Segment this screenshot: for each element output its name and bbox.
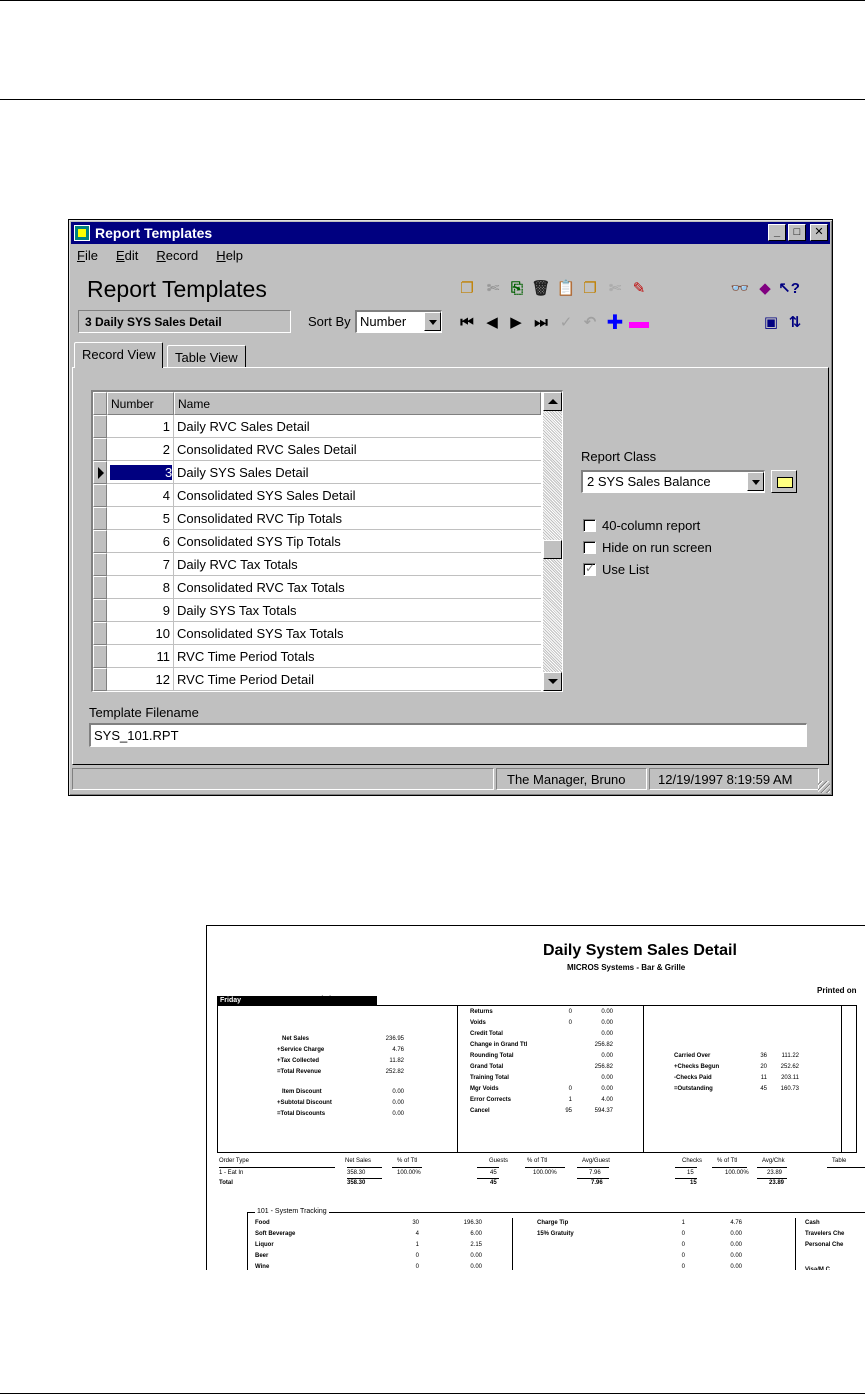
order-type-total: 7.96 [591, 1180, 603, 1186]
summary-label: +Service Charge [277, 1047, 325, 1053]
order-type-total: Total [219, 1180, 233, 1186]
row-number-text: 2 [162, 442, 170, 457]
summary-value: 236.95 [385, 1036, 404, 1042]
summary-value: 0.00 [601, 1020, 613, 1026]
summary-label: Net Sales [282, 1036, 310, 1042]
summary-value: 0.00 [601, 1086, 613, 1092]
row-number-text: 5 [162, 511, 170, 526]
table-row[interactable] [93, 553, 541, 576]
check-value: 203.11 [781, 1075, 799, 1081]
maximize-button[interactable]: □ [788, 224, 806, 241]
summary-label: Change in Grand Ttl [470, 1042, 528, 1048]
scroll-thumb[interactable] [543, 540, 562, 559]
row-selector[interactable] [93, 645, 107, 668]
resize-grip-icon[interactable] [818, 781, 830, 793]
table-row[interactable] [93, 438, 541, 461]
checkbox-box[interactable] [583, 541, 596, 554]
summary-count: 1 [568, 1097, 572, 1103]
row-number[interactable] [107, 622, 174, 645]
header-underline [347, 1167, 382, 1168]
find-icon[interactable]: 👓 [730, 280, 750, 297]
order-type-header: % of Ttl [397, 1158, 418, 1164]
summary-label: Mgr Voids [470, 1086, 499, 1092]
table-row[interactable] [93, 507, 541, 530]
undo-disabled-icon[interactable]: ↶ [583, 314, 597, 331]
report-templates-window [68, 219, 833, 796]
column-header-number[interactable]: Number [107, 392, 174, 415]
total-underline [577, 1178, 609, 1179]
tracking-label: Food [255, 1220, 270, 1226]
summary-value: 0.00 [601, 1053, 613, 1059]
summary-value: 11.82 [389, 1058, 404, 1064]
previous-record-icon[interactable]: ◀ [486, 314, 498, 331]
row-number[interactable] [107, 599, 174, 622]
status-datetime: 12/19/1997 8:19:59 AM [649, 768, 819, 790]
tracking-count: 30 [412, 1220, 419, 1226]
template-filename-label: Template Filename [89, 705, 199, 720]
tracking-label: Travelers Che [805, 1231, 845, 1237]
row-number-text: 3 [110, 465, 172, 480]
order-type-header: Guests [489, 1158, 509, 1164]
forty-column-checkbox[interactable] [583, 518, 700, 533]
order-type-total: 45 [490, 1180, 497, 1186]
current-record-display: 3 Daily SYS Sales Detail [78, 310, 291, 333]
summary-value: 594.37 [594, 1108, 613, 1114]
row-number-text: 6 [162, 534, 170, 549]
order-type-cell: 100.00% [397, 1170, 421, 1176]
tracking-value: 0.00 [730, 1231, 742, 1237]
order-type-cell: 45 [490, 1170, 497, 1176]
row-name[interactable]: RVC Time Period Detail [174, 668, 541, 691]
row-number-text: 7 [162, 557, 170, 572]
order-type-header: Checks [682, 1158, 703, 1164]
row-number-text: 1 [162, 419, 170, 434]
book-icon[interactable]: ◆ [759, 280, 771, 297]
check-label: -Checks Paid [674, 1075, 712, 1081]
forty-column-label: 40-column report [602, 518, 701, 533]
summary-value: 256.82 [594, 1064, 613, 1070]
summary-divider-2 [643, 1005, 644, 1153]
tracking-count: 0 [415, 1264, 419, 1270]
copy-icon[interactable]: ❐ [583, 280, 597, 297]
table-row[interactable] [93, 484, 541, 507]
row-selector[interactable] [93, 507, 107, 530]
row-selector[interactable] [93, 461, 107, 484]
summary-value: 256.82 [594, 1042, 613, 1048]
check-count: 11 [760, 1075, 767, 1081]
order-type-total: 15 [690, 1180, 697, 1186]
help-pointer-icon[interactable]: ↖? [778, 280, 800, 297]
app-icon[interactable] [74, 225, 90, 241]
row-selector[interactable] [93, 668, 107, 691]
tracking-count: 4 [415, 1231, 419, 1237]
row-name[interactable]: Daily SYS Tax Totals [174, 599, 541, 622]
order-type-header: % of Ttl [717, 1158, 738, 1164]
row-selector[interactable] [93, 415, 107, 438]
order-type-header: Table [832, 1158, 847, 1164]
menu-file[interactable]: File [77, 248, 98, 263]
tracking-count: 1 [681, 1220, 685, 1226]
row-name[interactable]: Daily RVC Sales Detail [174, 415, 541, 438]
order-type-header: % of Ttl [527, 1158, 548, 1164]
display-icon[interactable]: ▣ [763, 314, 779, 331]
table-row[interactable] [93, 461, 541, 484]
summary-value: 0.00 [392, 1100, 404, 1106]
summary-value: 0.00 [392, 1089, 404, 1095]
summary-label: =Total Discounts [277, 1111, 326, 1117]
confirm-disabled-icon[interactable]: ✓ [559, 314, 573, 331]
row-number-text: 10 [155, 626, 170, 641]
summary-value: 252.82 [385, 1069, 404, 1075]
tracking-value: 0.00 [470, 1253, 482, 1259]
summary-label: Item Discount [282, 1089, 322, 1095]
report-day: Friday [217, 996, 377, 1005]
check-count: 20 [760, 1064, 767, 1070]
scroll-down-icon[interactable] [543, 672, 562, 691]
summary-value: 0.00 [601, 1009, 613, 1015]
top-rule [0, 0, 865, 1]
order-type-cell: 358.30 [347, 1170, 366, 1176]
order-type-cell: 100.00% [533, 1170, 557, 1176]
add-record-icon[interactable]: ✚ [606, 311, 624, 334]
header-rule [0, 99, 865, 100]
summary-value: 0.00 [392, 1111, 404, 1117]
row-name[interactable]: Consolidated RVC Sales Detail [174, 438, 541, 461]
title-bar[interactable] [71, 222, 830, 244]
row-number-text: 11 [156, 649, 170, 664]
tracking-count: 1 [415, 1242, 419, 1248]
tracking-label: Wine [255, 1264, 270, 1270]
window-title: Report Templates [95, 225, 213, 241]
footer-rule [0, 1393, 865, 1394]
header-underline [525, 1167, 565, 1168]
order-type-cell: 15 [687, 1170, 694, 1176]
first-record-icon[interactable]: ⏮ [460, 313, 474, 331]
summary-label: Grand Total [470, 1064, 504, 1070]
table-row[interactable] [93, 645, 541, 668]
next-record-icon[interactable]: ▶ [510, 314, 522, 331]
sort-by-label: Sort By [308, 314, 351, 329]
clipboard-icon[interactable]: 📋 [556, 280, 576, 297]
check-value: 252.62 [780, 1064, 799, 1070]
summary-count: 95 [565, 1108, 572, 1114]
summary-value: 4.76 [392, 1047, 404, 1053]
tracking-divider-2 [795, 1218, 796, 1270]
header-underline [757, 1167, 787, 1168]
column-header-name[interactable]: Name [174, 392, 541, 415]
row-number[interactable] [107, 530, 174, 553]
folder-icon[interactable] [771, 470, 797, 493]
tracking-value: 6.00 [470, 1231, 482, 1237]
grid-corner [93, 392, 107, 415]
tracking-value: 4.76 [730, 1220, 742, 1226]
total-underline [347, 1178, 382, 1179]
minimize-button[interactable]: _ [768, 224, 786, 241]
chevron-down-icon[interactable] [424, 312, 441, 331]
summary-value: 4.00 [601, 1097, 613, 1103]
row-selector[interactable] [93, 438, 107, 461]
row-selector[interactable] [93, 576, 107, 599]
summary-label: Cancel [470, 1108, 490, 1114]
sort-by-value: Number [360, 314, 407, 329]
templates-grid [91, 390, 563, 692]
row-name[interactable]: RVC Time Period Totals [174, 645, 541, 668]
summary-label: +Tax Collected [277, 1058, 320, 1064]
tracking-count: 0 [415, 1253, 419, 1259]
tracking-label: Charge Tip [537, 1220, 569, 1226]
summary-label: +Subtotal Discount [277, 1100, 332, 1106]
delete-icon[interactable]: 🗑 [531, 280, 551, 297]
table-row[interactable] [93, 415, 541, 438]
tracking-label: Personal Che [805, 1242, 844, 1248]
summary-label: Voids [470, 1020, 486, 1026]
summary-label: Error Corrects [470, 1097, 512, 1103]
tracking-label: Beer [255, 1253, 269, 1259]
tracking-label: Soft Beverage [255, 1231, 296, 1237]
row-number[interactable] [107, 438, 174, 461]
tracking-count: 0 [681, 1231, 685, 1237]
order-type-header: Net Sales [345, 1158, 372, 1164]
order-type-total: 23.89 [769, 1180, 785, 1186]
tab-table-view[interactable]: Table View [167, 345, 246, 368]
row-selector[interactable] [93, 622, 107, 645]
summary-value: 0.00 [601, 1075, 613, 1081]
header-underline [392, 1167, 422, 1168]
order-type-total: 358.30 [347, 1180, 366, 1186]
tracking-value: 196.30 [463, 1220, 482, 1226]
scroll-up-icon[interactable] [543, 392, 562, 411]
report-class-select[interactable] [581, 470, 765, 493]
tracking-value: 0.00 [730, 1253, 742, 1259]
copy-record-icon[interactable]: ❐ [460, 280, 474, 297]
row-number[interactable] [107, 461, 174, 484]
tracking-label: Liquor [255, 1242, 274, 1248]
use-list-label: Use List [602, 562, 649, 577]
table-row[interactable] [93, 530, 541, 553]
status-user: The Manager, Bruno [496, 768, 647, 790]
check-label: Carried Over [674, 1053, 711, 1059]
row-number[interactable] [107, 507, 174, 530]
tracking-count: 0 [681, 1264, 685, 1270]
row-name[interactable]: Consolidated SYS Sales Detail [174, 484, 541, 507]
check-count: 45 [760, 1086, 767, 1092]
summary-label: Credit Total [470, 1031, 503, 1037]
row-number[interactable] [107, 576, 174, 599]
page-title: Report Templates [87, 276, 267, 302]
order-type-header: Avg/Chk [762, 1158, 785, 1164]
sort-by-select[interactable] [355, 310, 442, 333]
order-type-header: Order Type [219, 1158, 249, 1164]
row-number-text: 4 [162, 488, 170, 503]
summary-value: 0.00 [601, 1031, 613, 1037]
tracking-value: 0.00 [730, 1242, 742, 1248]
wizard-icon[interactable]: ✎ [632, 280, 646, 297]
order-type-cell: 7.96 [589, 1170, 601, 1176]
tracking-value: 2.15 [470, 1242, 482, 1248]
table-row[interactable] [93, 599, 541, 622]
summary-count: 0 [568, 1020, 572, 1026]
report-subtitle: MICROS Systems - Bar & Grille [567, 963, 686, 972]
report-class-label: Report Class [581, 449, 657, 464]
tab-record-view[interactable]: Record View [74, 342, 163, 368]
chevron-down-icon[interactable] [747, 472, 764, 491]
row-name[interactable]: Consolidated RVC Tax Totals [174, 576, 541, 599]
cut-disabled-icon[interactable]: ✄ [608, 280, 622, 297]
row-number[interactable] [107, 645, 174, 668]
tracking-value: 0.00 [470, 1264, 482, 1270]
summary-label: Rounding Total [470, 1053, 514, 1059]
order-type-header: Avg/Guest [582, 1158, 610, 1164]
table-row[interactable] [93, 576, 541, 599]
tracking-count: 0 [681, 1253, 685, 1259]
row-number-text: 12 [155, 672, 170, 687]
menu-bar [75, 246, 245, 266]
tracking-title: 101 - System Tracking [257, 1208, 327, 1215]
summary-divider-1 [457, 1005, 458, 1153]
total-underline [477, 1178, 499, 1179]
summary-label: Returns [470, 1009, 493, 1015]
report-title: Daily System Sales Detail [543, 942, 737, 959]
grid-scrollbar[interactable] [543, 392, 562, 691]
close-button[interactable]: ✕ [810, 224, 828, 241]
total-underline [757, 1178, 787, 1179]
row-selector[interactable] [93, 484, 107, 507]
report-printed: Printed on [817, 986, 857, 995]
report-class-value: 2 SYS Sales Balance [587, 474, 711, 489]
row-number[interactable] [107, 484, 174, 507]
check-label: =Outstanding [674, 1086, 713, 1092]
summary-divider-3 [841, 1005, 842, 1153]
header-underline [827, 1167, 865, 1168]
report-preview [206, 925, 865, 1270]
tracking-label: 15% Gratuity [537, 1231, 574, 1237]
header-underline [675, 1167, 697, 1168]
header-underline [577, 1167, 609, 1168]
check-value: 160.73 [780, 1086, 799, 1092]
table-row[interactable] [93, 668, 541, 691]
row-selector[interactable] [93, 599, 107, 622]
header-underline [712, 1167, 747, 1168]
summary-label: =Total Revenue [277, 1069, 322, 1075]
tracking-label: Cash [805, 1220, 820, 1226]
delete-record-icon[interactable]: ▬ [629, 310, 649, 333]
refresh-icon[interactable]: ⇅ [788, 314, 802, 331]
row-number-text: 9 [162, 603, 170, 618]
order-type-cell: 23.89 [767, 1170, 783, 1176]
row-name[interactable]: Consolidated SYS Tip Totals [174, 530, 541, 553]
table-row[interactable] [93, 622, 541, 645]
status-message [72, 768, 494, 790]
summary-count: 0 [568, 1086, 572, 1092]
summary-label: Training Total [470, 1075, 509, 1081]
header-underline [477, 1167, 499, 1168]
row-name[interactable]: Consolidated RVC Tip Totals [174, 507, 541, 530]
tracking-divider-1 [512, 1218, 513, 1270]
row-name[interactable]: Daily SYS Sales Detail [174, 461, 541, 484]
report-date: 5/ 6/00 [317, 996, 339, 1003]
tracking-count: 0 [681, 1242, 685, 1248]
row-selector[interactable] [93, 553, 107, 576]
tracking-value: 0.00 [730, 1264, 742, 1270]
checkbox-box[interactable] [583, 519, 596, 532]
row-name[interactable]: Consolidated SYS Tax Totals [174, 622, 541, 645]
row-number[interactable] [107, 415, 174, 438]
status-bar [72, 768, 829, 790]
check-label: +Checks Begun [674, 1064, 720, 1070]
row-name[interactable]: Daily RVC Tax Totals [174, 553, 541, 576]
tracking-label: Visa/M.C. [805, 1267, 832, 1270]
header-underline [219, 1167, 335, 1168]
cut-icon[interactable]: ✄ [486, 280, 500, 297]
check-count: 36 [760, 1053, 767, 1059]
use-list-checkbox[interactable] [583, 562, 649, 577]
menu-help[interactable]: Help [216, 248, 244, 263]
order-type-cell: 1 - Eat In [219, 1170, 244, 1176]
row-selector[interactable] [93, 530, 107, 553]
template-filename-input[interactable]: SYS_101.RPT [89, 723, 807, 747]
checkbox-box[interactable] [583, 563, 596, 576]
summary-count: 0 [568, 1009, 572, 1015]
hide-on-run-checkbox[interactable] [583, 540, 712, 555]
menu-record[interactable]: Record [156, 248, 199, 263]
menu-edit[interactable]: Edit [115, 248, 139, 263]
row-number[interactable] [107, 668, 174, 691]
hide-on-run-label: Hide on run screen [602, 540, 712, 555]
total-underline [675, 1178, 697, 1179]
last-record-icon[interactable]: ⏭ [534, 313, 548, 331]
row-number[interactable] [107, 553, 174, 576]
order-type-cell: 100.00% [725, 1170, 749, 1176]
paste-icon[interactable]: ⎘ [510, 279, 523, 297]
check-value: 111.22 [781, 1053, 799, 1059]
row-number-text: 8 [162, 580, 170, 595]
